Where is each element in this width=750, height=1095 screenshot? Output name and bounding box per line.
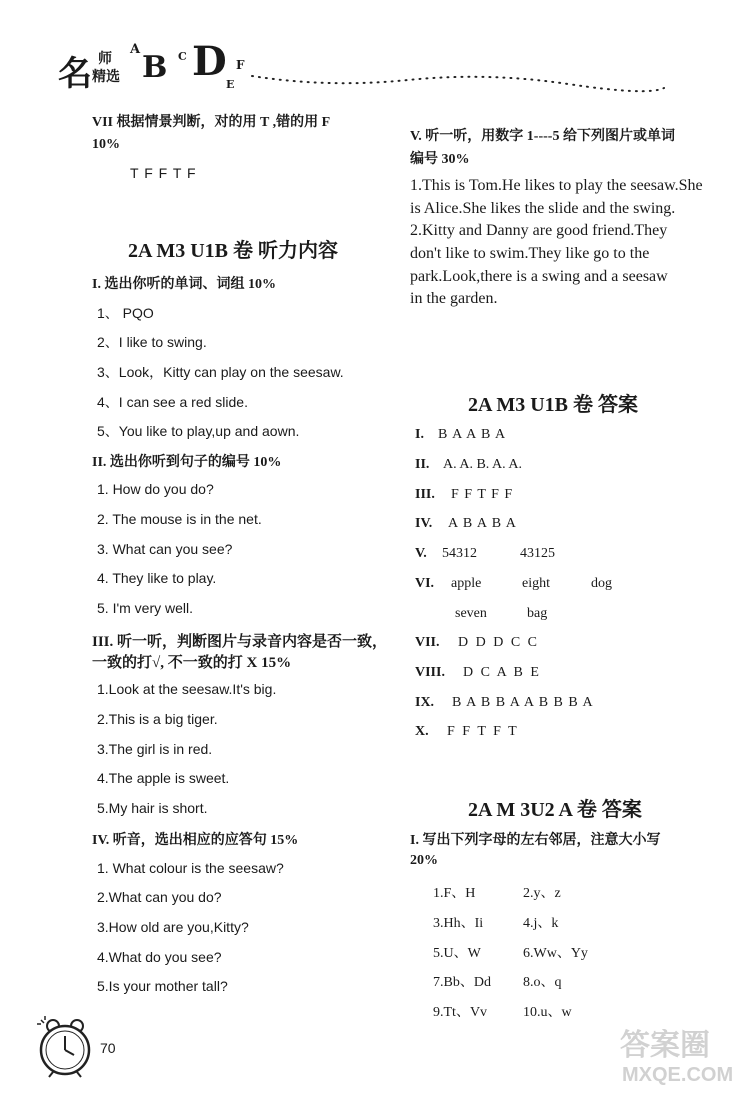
answer-value: B A B B A A B B B A (452, 695, 594, 710)
answer-label: VI. (415, 576, 435, 591)
part1-item: 3、Look，Kitty can play on the seesaw. (97, 364, 344, 380)
section1-title: 2A M3 U1B 卷 听力内容 (128, 240, 338, 262)
part5-title-line1: V. 听一听，用数字 1----5 给下列图片或单词 (410, 129, 675, 144)
watermark (612, 1020, 748, 1092)
question1-title: I. 写出下列字母的左右邻居，注意大小写 (410, 833, 661, 848)
answer-label: IX. (415, 695, 435, 710)
part3-item: 3.The girl is in red. (97, 741, 213, 757)
section-vii-percent: 10% (92, 137, 120, 152)
answer-value: A. A. B. A. A. (443, 457, 522, 472)
answer-label: VII. (415, 635, 440, 650)
part4-item: 2.What can you do? (97, 889, 222, 905)
part3-title-line1: III. 听一听，判断图片与录音内容是否一致， (92, 634, 388, 650)
logo-letter-f: F (236, 58, 245, 72)
logo-letter-d: D (192, 38, 227, 85)
part2-title: II. 选出你听到句子的编号 10% (92, 455, 282, 470)
letter-answer: 9.Tt、Vv (433, 1005, 488, 1020)
letter-answer: 5.U、W (433, 946, 481, 961)
question1-percent: 20% (410, 853, 438, 868)
alarm-clock-icon (33, 1012, 97, 1078)
part5-line: is Alice.She likes the slide and the swing. (410, 200, 676, 217)
answer-label: I. (415, 427, 424, 442)
part2-item: 4. They like to play. (97, 570, 217, 586)
answer-value: D D D C C (458, 635, 540, 650)
part4-item: 3.How old are you,Kitty? (97, 919, 249, 935)
answer-value: A B A B A (448, 516, 517, 531)
answer-word: apple (451, 576, 482, 591)
answer-value: F F T F T (447, 724, 519, 739)
part5-line: 2.Kitty and Danny are good friend.They (410, 222, 668, 239)
part1-item: 4、I can see a red slide. (97, 394, 248, 410)
header-dotted-line (248, 66, 668, 96)
part1-item: 1、 PQO (97, 305, 154, 321)
letter-answer: 6.Ww、Yy (523, 946, 588, 961)
letter-answer: 3.Hh、Ii (433, 916, 484, 931)
answer-value: F F T F F (451, 487, 514, 502)
answer-value: D C A B E (463, 665, 541, 680)
answer-word: eight (522, 576, 550, 591)
watermark-text: 答案圈 (620, 1029, 710, 1062)
part1-title: I. 选出你听的单词、词组 10% (92, 277, 276, 292)
part5-title-line2: 编号 30% (410, 152, 470, 167)
section2-title: 2A M3 U1B 卷 答案 (468, 394, 638, 416)
letter-answer: 4.j、k (523, 916, 559, 931)
answer-value: B A A B A (438, 427, 507, 442)
part3-item: 4.The apple is sweet. (97, 770, 230, 786)
part5-line: 1.This is Tom.He likes to play the seesaw.She (410, 177, 703, 194)
answer-word: dog (591, 576, 612, 591)
part4-item: 1. What colour is the seesaw? (97, 860, 284, 876)
letter-answer: 10.u、w (523, 1005, 572, 1020)
letter-answer: 2.y、z (523, 886, 561, 901)
answer-word: seven (455, 606, 487, 621)
answer-label: X. (415, 724, 429, 739)
part1-item: 2、I like to swing. (97, 334, 207, 350)
letter-answer: 8.o、q (523, 975, 562, 990)
part4-title: IV. 听音，选出相应的应答句 15% (92, 833, 299, 848)
part4-item: 4.What do you see? (97, 949, 222, 965)
answer-label: V. (415, 546, 427, 561)
logo-char-ming: 名 (58, 54, 92, 94)
letter-answer: 1.F、H (433, 886, 476, 901)
part1-item: 5、You like to play,up and aown. (97, 423, 300, 439)
answer-value: 54312 (442, 546, 477, 561)
answer-label: II. (415, 457, 430, 472)
logo-letter-b: B (142, 50, 168, 85)
part3-item: 5.My hair is short. (97, 800, 208, 816)
answer-word: bag (527, 606, 548, 621)
part2-item: 3. What can you see? (97, 541, 233, 557)
part3-item: 1.Look at the seesaw.It's big. (97, 681, 277, 697)
answer-value-second: 43125 (520, 546, 555, 561)
logo-letter-a: A (130, 42, 141, 57)
logo-letter-e: E (226, 78, 235, 91)
part5-line: don't like to swim.They like go to the (410, 245, 650, 262)
part2-item: 5. I'm very well. (97, 600, 194, 616)
part5-line: park.Look,there is a swing and a seesaw (410, 268, 668, 285)
logo-char-jingxuan: 精选 (92, 69, 120, 85)
section3-title: 2A M 3U2 A 卷 答案 (468, 799, 642, 821)
part4-item: 5.Is your mother tall? (97, 978, 228, 994)
answer-label: IV. (415, 516, 433, 531)
page-number: 70 (100, 1040, 116, 1056)
letter-answer: 7.Bb、Dd (433, 975, 491, 990)
answer-label: III. (415, 487, 435, 502)
section-vii-title: VII 根据情景判断，对的用 T ,错的用 F (92, 115, 331, 130)
logo-letter-c: C (178, 50, 187, 63)
section-vii-answer: T F F T F (130, 165, 197, 181)
logo-char-shi: 师 (98, 51, 112, 67)
part5-line: in the garden. (410, 290, 498, 307)
answer-label: VIII. (415, 665, 445, 680)
part3-item: 2.This is a big tiger. (97, 711, 218, 727)
part2-item: 1. How do you do? (97, 481, 214, 497)
part2-item: 2. The mouse is in the net. (97, 511, 262, 527)
watermark-domain: MXQE.COM (622, 1064, 734, 1086)
part3-title-line2: 一致的打√, 不一致的打 X 15% (92, 655, 292, 671)
